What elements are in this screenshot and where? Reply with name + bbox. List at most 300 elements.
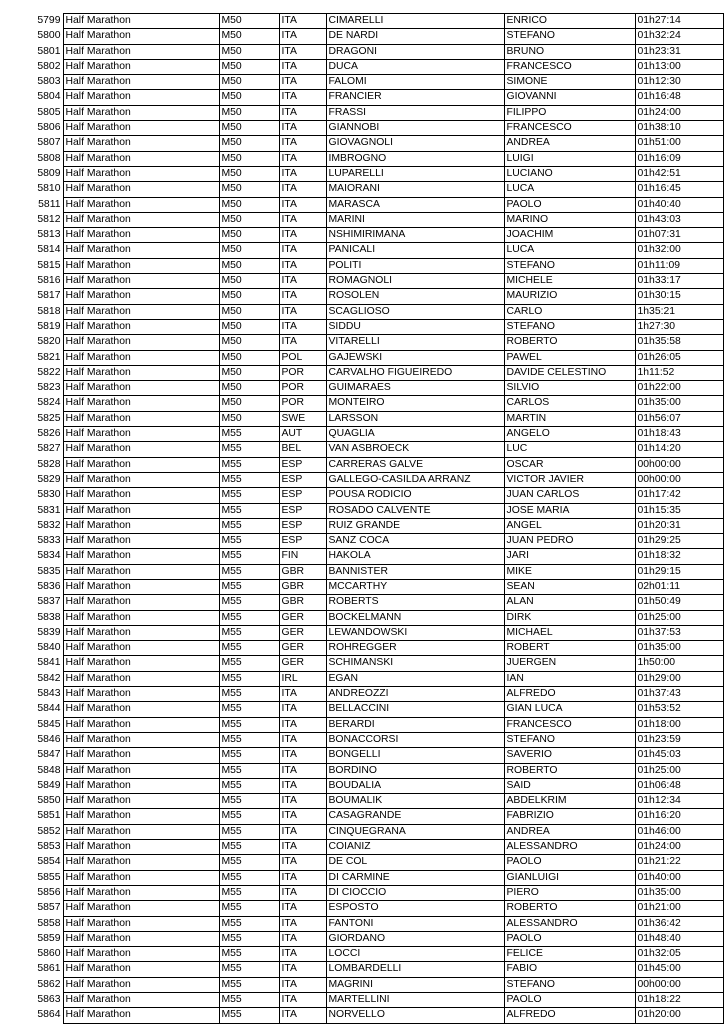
surname-cell: SIDDU	[326, 319, 504, 334]
event-cell: Half Marathon	[63, 503, 219, 518]
table-row	[32, 885, 723, 900]
row-number: 5817	[37, 290, 61, 302]
surname-cell: COIANIZ	[326, 840, 504, 855]
time-cell: 01h18:22	[635, 993, 723, 1008]
event-cell: Half Marathon	[63, 442, 219, 457]
table-row	[32, 931, 723, 946]
surname-cell: BORDINO	[326, 763, 504, 778]
table-row	[32, 166, 723, 181]
category-cell: M55	[219, 870, 279, 885]
surname-cell: FALOMI	[326, 75, 504, 90]
table-row	[32, 656, 723, 671]
surname-cell: ROHREGGER	[326, 641, 504, 656]
first-name-cell: ROBERTO	[504, 335, 635, 350]
time-cell: 01h12:34	[635, 794, 723, 809]
event-cell: Half Marathon	[63, 274, 219, 289]
first-name-cell: STEFANO	[504, 977, 635, 992]
time-cell: 01h16:09	[635, 151, 723, 166]
nation-cell: ESP	[279, 472, 326, 487]
table-row	[32, 381, 723, 396]
surname-cell: GIORDANO	[326, 931, 504, 946]
surname-cell: SANZ COCA	[326, 534, 504, 549]
category-cell: M50	[219, 274, 279, 289]
row-number: 5809	[37, 167, 61, 179]
event-cell: Half Marathon	[63, 289, 219, 304]
time-cell: 01h32:00	[635, 243, 723, 258]
first-name-cell: LUCA	[504, 182, 635, 197]
surname-cell: ROMAGNOLI	[326, 274, 504, 289]
first-name-cell: MAURIZIO	[504, 289, 635, 304]
time-cell: 01h33:17	[635, 274, 723, 289]
time-cell: 1h11:52	[635, 365, 723, 380]
table-row	[32, 289, 723, 304]
category-cell: M55	[219, 962, 279, 977]
category-cell: M55	[219, 457, 279, 472]
nation-cell: ITA	[279, 228, 326, 243]
event-cell: Half Marathon	[63, 579, 219, 594]
nation-cell: ITA	[279, 274, 326, 289]
surname-cell: QUAGLIA	[326, 427, 504, 442]
surname-cell: LEWANDOWSKI	[326, 625, 504, 640]
surname-cell: LARSSON	[326, 411, 504, 426]
category-cell: M55	[219, 549, 279, 564]
first-name-cell: GIOVANNI	[504, 90, 635, 105]
nation-cell: FIN	[279, 549, 326, 564]
category-cell: M55	[219, 595, 279, 610]
nation-cell: ITA	[279, 931, 326, 946]
row-number: 5823	[37, 382, 61, 394]
event-cell: Half Marathon	[63, 258, 219, 273]
time-cell: 01h42:51	[635, 166, 723, 181]
nation-cell: BEL	[279, 442, 326, 457]
first-name-cell: JOACHIM	[504, 228, 635, 243]
time-cell: 01h45:00	[635, 962, 723, 977]
event-cell: Half Marathon	[63, 228, 219, 243]
first-name-cell: CARLO	[504, 304, 635, 319]
nation-cell: ITA	[279, 916, 326, 931]
surname-cell: LOCCI	[326, 947, 504, 962]
category-cell: M55	[219, 717, 279, 732]
nation-cell: ITA	[279, 304, 326, 319]
category-cell: M55	[219, 427, 279, 442]
first-name-cell: PAOLO	[504, 993, 635, 1008]
table-row	[32, 274, 723, 289]
time-cell: 01h35:58	[635, 335, 723, 350]
first-name-cell: ALESSANDRO	[504, 840, 635, 855]
nation-cell: GER	[279, 610, 326, 625]
row-number: 5810	[37, 183, 61, 195]
time-cell: 01h32:05	[635, 947, 723, 962]
time-cell: 01h18:00	[635, 717, 723, 732]
row-number: 5838	[37, 611, 61, 623]
row-number: 5828	[37, 458, 61, 470]
nation-cell: ITA	[279, 962, 326, 977]
surname-cell: NSHIMIRIMANA	[326, 228, 504, 243]
table-row	[32, 197, 723, 212]
category-cell: M50	[219, 365, 279, 380]
row-number: 5848	[37, 764, 61, 776]
surname-cell: BOUDALIA	[326, 778, 504, 793]
category-cell: M50	[219, 258, 279, 273]
row-number: 5832	[37, 519, 61, 531]
table-row	[32, 595, 723, 610]
row-number: 5836	[37, 580, 61, 592]
nation-cell: ITA	[279, 136, 326, 151]
first-name-cell: ROBERTO	[504, 763, 635, 778]
nation-cell: ITA	[279, 870, 326, 885]
event-cell: Half Marathon	[63, 411, 219, 426]
table-row	[32, 763, 723, 778]
event-cell: Half Marathon	[63, 44, 219, 59]
time-cell: 01h27:14	[635, 14, 723, 29]
event-cell: Half Marathon	[63, 365, 219, 380]
row-number: 5820	[37, 336, 61, 348]
row-number: 5805	[37, 106, 61, 118]
time-cell: 01h21:22	[635, 855, 723, 870]
nation-cell: ITA	[279, 778, 326, 793]
nation-cell: ITA	[279, 993, 326, 1008]
table-row	[32, 427, 723, 442]
nation-cell: ESP	[279, 457, 326, 472]
table-row	[32, 335, 723, 350]
first-name-cell: SAID	[504, 778, 635, 793]
first-name-cell: STEFANO	[504, 319, 635, 334]
event-cell: Half Marathon	[63, 656, 219, 671]
table-row	[32, 947, 723, 962]
time-cell: 01h48:40	[635, 931, 723, 946]
row-number: 5834	[37, 550, 61, 562]
category-cell: M55	[219, 794, 279, 809]
event-cell: Half Marathon	[63, 610, 219, 625]
table-row	[32, 977, 723, 992]
time-cell: 01h18:32	[635, 549, 723, 564]
category-cell: M50	[219, 396, 279, 411]
surname-cell: GUIMARAES	[326, 381, 504, 396]
category-cell: M55	[219, 824, 279, 839]
event-cell: Half Marathon	[63, 534, 219, 549]
table-row	[32, 503, 723, 518]
category-cell: M55	[219, 916, 279, 931]
category-cell: M50	[219, 151, 279, 166]
category-cell: M50	[219, 335, 279, 350]
event-cell: Half Marathon	[63, 977, 219, 992]
first-name-cell: JUERGEN	[504, 656, 635, 671]
category-cell: M50	[219, 59, 279, 74]
event-cell: Half Marathon	[63, 457, 219, 472]
row-number: 5846	[37, 733, 61, 745]
nation-cell: ITA	[279, 90, 326, 105]
row-number: 5849	[37, 779, 61, 791]
time-cell: 01h53:52	[635, 702, 723, 717]
table-row	[32, 732, 723, 747]
time-cell: 01h32:24	[635, 29, 723, 44]
first-name-cell: FILIPPO	[504, 105, 635, 120]
time-cell: 01h22:00	[635, 381, 723, 396]
surname-cell: POUSA RODICIO	[326, 488, 504, 503]
event-cell: Half Marathon	[63, 90, 219, 105]
nation-cell: GER	[279, 625, 326, 640]
time-cell: 01h29:00	[635, 671, 723, 686]
surname-cell: DI CIOCCIO	[326, 885, 504, 900]
nation-cell: ESP	[279, 503, 326, 518]
event-cell: Half Marathon	[63, 717, 219, 732]
row-number: 5837	[37, 596, 61, 608]
category-cell: M55	[219, 931, 279, 946]
time-cell: 01h36:42	[635, 916, 723, 931]
row-number: 5813	[37, 229, 61, 241]
table-row	[32, 151, 723, 166]
time-cell: 01h21:00	[635, 901, 723, 916]
time-cell: 01h23:31	[635, 44, 723, 59]
nation-cell: ITA	[279, 105, 326, 120]
event-cell: Half Marathon	[63, 641, 219, 656]
row-number: 5839	[37, 626, 61, 638]
table-row	[32, 136, 723, 151]
table-row	[32, 625, 723, 640]
time-cell: 01h35:00	[635, 885, 723, 900]
surname-cell: BELLACCINI	[326, 702, 504, 717]
category-cell: M55	[219, 687, 279, 702]
event-cell: Half Marathon	[63, 748, 219, 763]
row-number: 5841	[37, 657, 61, 669]
event-cell: Half Marathon	[63, 564, 219, 579]
surname-cell: DRAGONI	[326, 44, 504, 59]
category-cell: M55	[219, 641, 279, 656]
first-name-cell: ALFREDO	[504, 1008, 635, 1023]
time-cell: 01h15:35	[635, 503, 723, 518]
first-name-cell: JUAN PEDRO	[504, 534, 635, 549]
time-cell: 01h46:00	[635, 824, 723, 839]
category-cell: M55	[219, 885, 279, 900]
event-cell: Half Marathon	[63, 396, 219, 411]
category-cell: M55	[219, 901, 279, 916]
table-row	[32, 809, 723, 824]
first-name-cell: ANDREA	[504, 136, 635, 151]
table-row	[32, 794, 723, 809]
surname-cell: RUIZ GRANDE	[326, 518, 504, 533]
nation-cell: POR	[279, 365, 326, 380]
nation-cell: ESP	[279, 534, 326, 549]
time-cell: 00h00:00	[635, 977, 723, 992]
row-number: 5806	[37, 122, 61, 134]
event-cell: Half Marathon	[63, 182, 219, 197]
time-cell: 02h01:11	[635, 579, 723, 594]
first-name-cell: STEFANO	[504, 258, 635, 273]
surname-cell: EGAN	[326, 671, 504, 686]
category-cell: M50	[219, 29, 279, 44]
first-name-cell: PAWEL	[504, 350, 635, 365]
table-row	[32, 641, 723, 656]
time-cell: 01h40:00	[635, 870, 723, 885]
time-cell: 01h43:03	[635, 212, 723, 227]
first-name-cell: MARINO	[504, 212, 635, 227]
first-name-cell: ANDREA	[504, 824, 635, 839]
row-number: 5833	[37, 535, 61, 547]
surname-cell: LUPARELLI	[326, 166, 504, 181]
row-number: 5852	[37, 825, 61, 837]
surname-cell: DUCA	[326, 59, 504, 74]
first-name-cell: ANGELO	[504, 427, 635, 442]
event-cell: Half Marathon	[63, 350, 219, 365]
row-number: 5831	[37, 504, 61, 516]
nation-cell: ITA	[279, 121, 326, 136]
time-cell: 01h25:00	[635, 610, 723, 625]
time-cell: 01h50:49	[635, 595, 723, 610]
first-name-cell: MICHAEL	[504, 625, 635, 640]
event-cell: Half Marathon	[63, 625, 219, 640]
category-cell: M50	[219, 44, 279, 59]
event-cell: Half Marathon	[63, 29, 219, 44]
event-cell: Half Marathon	[63, 809, 219, 824]
event-cell: Half Marathon	[63, 14, 219, 29]
event-cell: Half Marathon	[63, 962, 219, 977]
first-name-cell: CARLOS	[504, 396, 635, 411]
row-number: 5858	[37, 917, 61, 929]
first-name-cell: ALESSANDRO	[504, 916, 635, 931]
table-row	[32, 212, 723, 227]
nation-cell: ESP	[279, 518, 326, 533]
category-cell: M50	[219, 243, 279, 258]
surname-cell: LOMBARDELLI	[326, 962, 504, 977]
nation-cell: ITA	[279, 794, 326, 809]
category-cell: M50	[219, 319, 279, 334]
table-row	[32, 304, 723, 319]
surname-cell: FRANCIER	[326, 90, 504, 105]
category-cell: M50	[219, 75, 279, 90]
category-cell: M50	[219, 136, 279, 151]
nation-cell: ITA	[279, 977, 326, 992]
nation-cell: ITA	[279, 59, 326, 74]
first-name-cell: BRUNO	[504, 44, 635, 59]
nation-cell: ITA	[279, 14, 326, 29]
category-cell: M55	[219, 610, 279, 625]
first-name-cell: JOSE MARIA	[504, 503, 635, 518]
nation-cell: ITA	[279, 1008, 326, 1023]
nation-cell: ITA	[279, 687, 326, 702]
table-row	[32, 472, 723, 487]
first-name-cell: MARTIN	[504, 411, 635, 426]
time-cell: 01h35:00	[635, 396, 723, 411]
row-number: 5862	[37, 978, 61, 990]
table-row	[32, 121, 723, 136]
first-name-cell: SILVIO	[504, 381, 635, 396]
surname-cell: BANNISTER	[326, 564, 504, 579]
nation-cell: ITA	[279, 197, 326, 212]
nation-cell: ITA	[279, 29, 326, 44]
table-row	[32, 993, 723, 1008]
nation-cell: GER	[279, 641, 326, 656]
category-cell: M50	[219, 90, 279, 105]
nation-cell: ITA	[279, 212, 326, 227]
row-number: 5857	[37, 902, 61, 914]
nation-cell: ITA	[279, 44, 326, 59]
event-cell: Half Marathon	[63, 151, 219, 166]
row-number: 5851	[37, 810, 61, 822]
row-number: 5856	[37, 886, 61, 898]
first-name-cell: FRANCESCO	[504, 717, 635, 732]
surname-cell: MARINI	[326, 212, 504, 227]
table-row	[32, 59, 723, 74]
category-cell: M55	[219, 488, 279, 503]
event-cell: Half Marathon	[63, 824, 219, 839]
row-number: 5859	[37, 932, 61, 944]
surname-cell: GIANNOBI	[326, 121, 504, 136]
category-cell: M55	[219, 625, 279, 640]
category-cell: M55	[219, 732, 279, 747]
time-cell: 01h16:45	[635, 182, 723, 197]
event-cell: Half Marathon	[63, 304, 219, 319]
first-name-cell: DAVIDE CELESTINO	[504, 365, 635, 380]
event-cell: Half Marathon	[63, 381, 219, 396]
surname-cell: BONGELLI	[326, 748, 504, 763]
category-cell: M55	[219, 1008, 279, 1023]
table-row	[32, 748, 723, 763]
event-cell: Half Marathon	[63, 947, 219, 962]
category-cell: M55	[219, 993, 279, 1008]
time-cell: 01h18:43	[635, 427, 723, 442]
event-cell: Half Marathon	[63, 595, 219, 610]
event-cell: Half Marathon	[63, 59, 219, 74]
row-number: 5818	[37, 305, 61, 317]
surname-cell: SCAGLIOSO	[326, 304, 504, 319]
row-number: 5860	[37, 948, 61, 960]
row-number: 5814	[37, 244, 61, 256]
event-cell: Half Marathon	[63, 1008, 219, 1023]
first-name-cell: MICHELE	[504, 274, 635, 289]
table-row	[32, 90, 723, 105]
time-cell: 01h45:03	[635, 748, 723, 763]
surname-cell: BERARDI	[326, 717, 504, 732]
nation-cell: POL	[279, 350, 326, 365]
nation-cell: ITA	[279, 855, 326, 870]
row-number: 5825	[37, 412, 61, 424]
category-cell: M55	[219, 442, 279, 457]
surname-cell: PANICALI	[326, 243, 504, 258]
row-number: 5821	[37, 351, 61, 363]
time-cell: 01h20:31	[635, 518, 723, 533]
first-name-cell: PAOLO	[504, 197, 635, 212]
table-row	[32, 182, 723, 197]
event-cell: Half Marathon	[63, 75, 219, 90]
table-row	[32, 855, 723, 870]
surname-cell: DI CARMINE	[326, 870, 504, 885]
surname-cell: NORVELLO	[326, 1008, 504, 1023]
surname-cell: HAKOLA	[326, 549, 504, 564]
time-cell: 01h11:09	[635, 258, 723, 273]
event-cell: Half Marathon	[63, 166, 219, 181]
nation-cell: POR	[279, 396, 326, 411]
surname-cell: GALLEGO-CASILDA ARRANZ	[326, 472, 504, 487]
table-row	[32, 44, 723, 59]
nation-cell: ITA	[279, 732, 326, 747]
first-name-cell: ROBERTO	[504, 901, 635, 916]
surname-cell: VITARELLI	[326, 335, 504, 350]
first-name-cell: ROBERT	[504, 641, 635, 656]
nation-cell: ITA	[279, 809, 326, 824]
category-cell: M55	[219, 809, 279, 824]
nation-cell: ITA	[279, 748, 326, 763]
category-cell: M50	[219, 197, 279, 212]
time-cell: 01h38:10	[635, 121, 723, 136]
time-cell: 01h16:20	[635, 809, 723, 824]
first-name-cell: MIKE	[504, 564, 635, 579]
table-row	[32, 411, 723, 426]
time-cell: 01h06:48	[635, 778, 723, 793]
row-number: 5811	[38, 198, 61, 210]
time-cell: 01h25:00	[635, 763, 723, 778]
event-cell: Half Marathon	[63, 518, 219, 533]
row-number: 5854	[37, 856, 61, 868]
